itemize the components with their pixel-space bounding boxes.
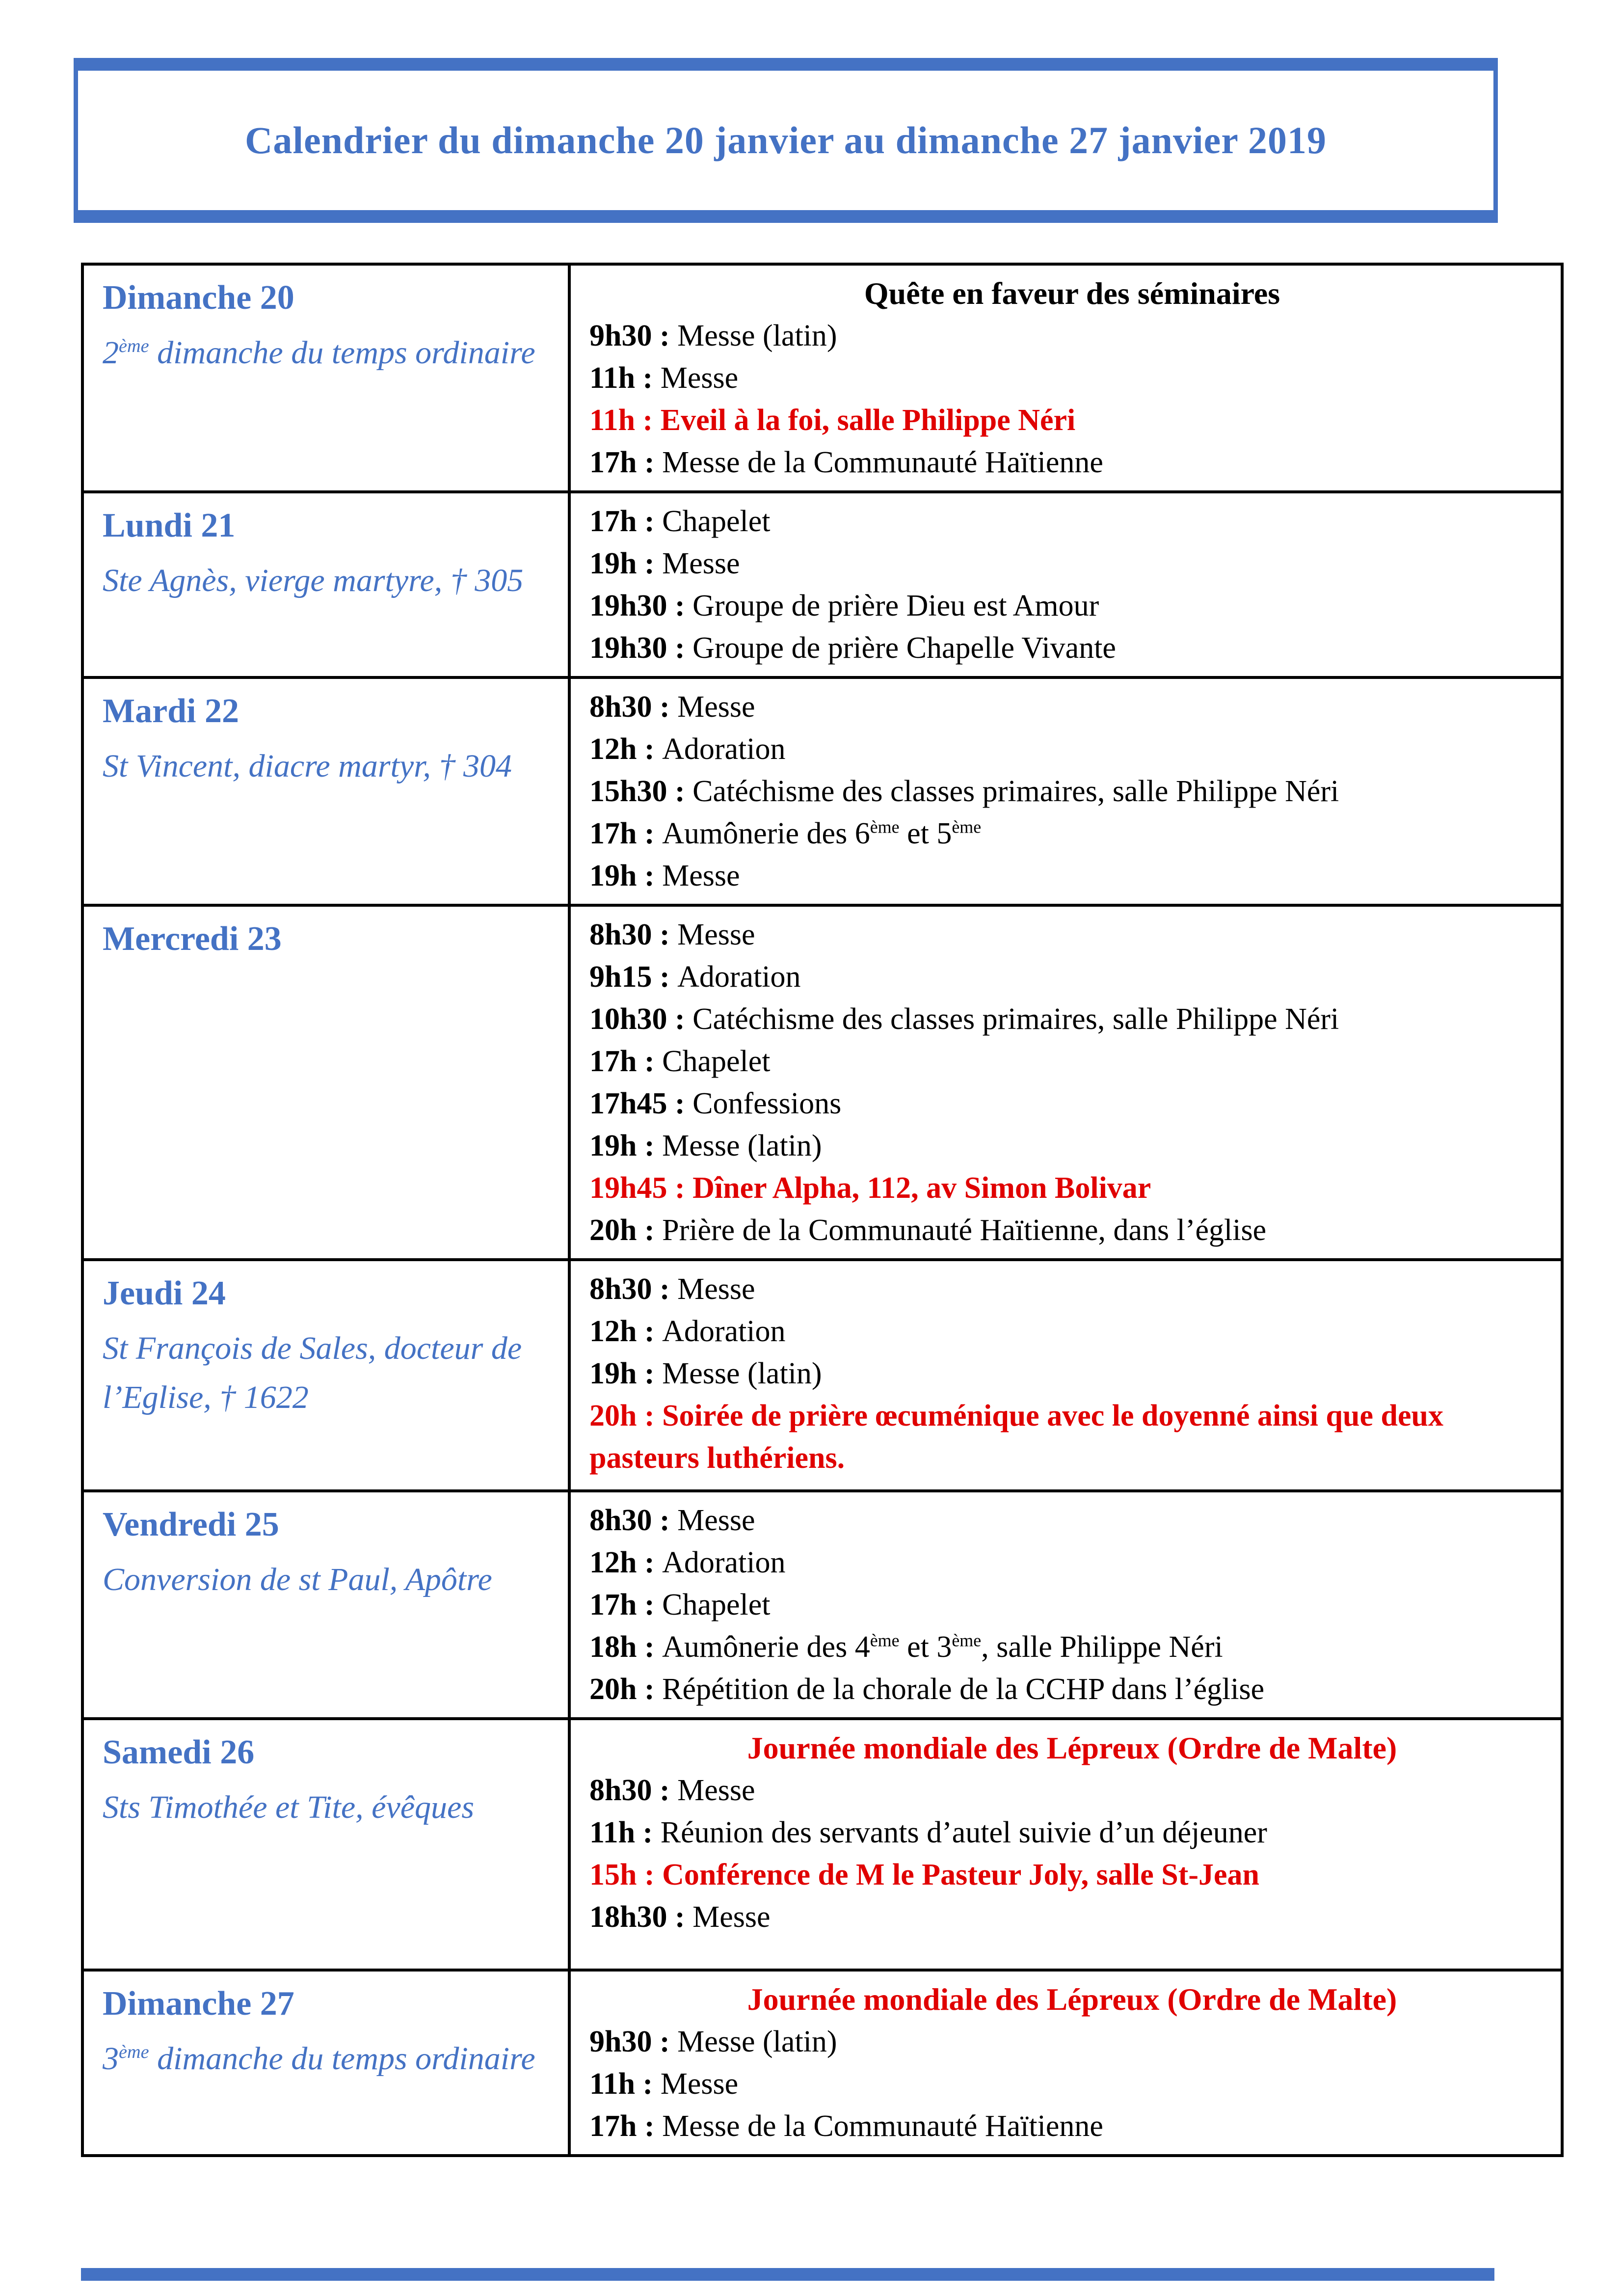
event-text: Messe [662, 859, 740, 892]
day-cell [82, 677, 569, 905]
event-text: Messe [677, 1504, 755, 1537]
event-text: Messe (latin) [662, 1129, 822, 1162]
event-text: Chapelet [662, 505, 771, 538]
event-line [589, 1082, 1555, 1125]
event-line [589, 1209, 1555, 1251]
events-cell [569, 905, 1562, 1260]
events-header: Quête en faveur des séminaires [864, 276, 1280, 311]
event-time: 17h45 : [589, 1087, 693, 1120]
event-time: 8h30 : [589, 1774, 678, 1807]
event-time: 17h : [589, 446, 663, 479]
day-title: Lundi 21 [103, 507, 236, 544]
event-text: Adoration [677, 960, 801, 994]
table-row [82, 677, 1562, 905]
event-line [589, 998, 1555, 1040]
event-time: 8h30 : [589, 918, 678, 951]
event-time: 19h : [589, 1129, 663, 1162]
event-text: Messe de la Communauté Haïtienne [662, 2109, 1103, 2143]
events-cell [569, 1719, 1562, 1970]
event-line [589, 1310, 1555, 1352]
event-time: 19h30 : [589, 631, 693, 665]
table-row [82, 264, 1562, 492]
event-text: Messe [677, 1774, 755, 1807]
events-header: Journée mondiale des Lépreux (Ordre de Malte) [747, 1730, 1397, 1765]
event-line [589, 357, 1555, 399]
event-time: 17h : [589, 505, 663, 538]
day-cell [82, 264, 569, 492]
events-cell [569, 492, 1562, 677]
day-cell [82, 1260, 569, 1491]
event-time: 20h : [589, 1673, 663, 1706]
event-time: 17h : [589, 1588, 663, 1621]
event-text: Aumônerie des 4ème et 3ème, salle Philippe Néri [662, 1630, 1223, 1664]
event-text: Dîner Alpha, 112, av Simon Bolivar [692, 1171, 1151, 1205]
table-row [82, 1970, 1562, 2156]
event-text: Adoration [662, 732, 786, 766]
event-time: 17h : [589, 2109, 663, 2143]
event-text: Messe [660, 2067, 739, 2101]
event-line [589, 728, 1555, 770]
event-line [589, 1125, 1555, 1167]
day-cell [82, 1719, 569, 1970]
event-line [589, 1626, 1555, 1668]
event-line [589, 956, 1555, 998]
table-row [82, 1260, 1562, 1491]
event-text: Répétition de la chorale de la CCHP dans l’église [662, 1673, 1265, 1706]
event-text: Messe [692, 1900, 771, 1934]
event-time: 15h : [589, 1858, 663, 1891]
event-text: Messe (latin) [662, 1357, 822, 1390]
events-cell [569, 677, 1562, 905]
day-title: Dimanche 20 [103, 279, 294, 317]
event-text: Messe [662, 547, 740, 580]
event-time: 19h : [589, 547, 663, 580]
day-title: Mercredi 23 [103, 920, 282, 958]
events-cell [569, 1260, 1562, 1491]
event-time: 18h30 : [589, 1900, 693, 1934]
table-row [82, 1719, 1562, 1970]
event-line [589, 1499, 1555, 1541]
event-time: 17h : [589, 817, 663, 850]
event-line [589, 2105, 1555, 2147]
calendar-table [81, 263, 1564, 2157]
event-line [589, 1167, 1555, 1209]
event-text: Messe [677, 1272, 755, 1306]
day-note: St François de Sales, docteur de l’Eglise, † 1622 [103, 1330, 522, 1415]
day-title: Samedi 26 [103, 1733, 255, 1771]
event-time: 12h : [589, 1546, 663, 1579]
event-text: Réunion des servants d’autel suivie d’un déjeuner [660, 1816, 1267, 1849]
title-box [74, 58, 1498, 223]
event-line [589, 1395, 1555, 1479]
event-text: Soirée de prière œcuménique avec le doyenné ainsi que deux pasteurs luthériens. [589, 1399, 1443, 1475]
day-title: Dimanche 27 [103, 1985, 294, 2023]
event-line [589, 686, 1555, 728]
event-time: 11h : [589, 361, 661, 395]
event-text: Catéchisme des classes primaires, salle Philippe Néri [692, 1002, 1339, 1036]
event-text: Adoration [662, 1546, 786, 1579]
event-time: 11h : [589, 2067, 661, 2101]
event-line [589, 2063, 1555, 2105]
event-line [589, 914, 1555, 956]
event-line [589, 315, 1555, 357]
event-time: 9h30 : [589, 319, 678, 352]
day-cell [82, 1970, 569, 2156]
event-line [589, 627, 1555, 669]
event-line [589, 585, 1555, 627]
event-text: Messe (latin) [677, 319, 837, 352]
events-cell [569, 1970, 1562, 2156]
event-line [589, 1040, 1555, 1082]
event-line [589, 855, 1555, 897]
table-row [82, 492, 1562, 677]
event-text: Aumônerie des 6ème et 5ème [662, 817, 982, 850]
day-title: Mardi 22 [103, 692, 239, 730]
event-time: 9h30 : [589, 2025, 678, 2058]
event-line [589, 1268, 1555, 1310]
event-time: 15h30 : [589, 775, 693, 808]
event-text: Messe [660, 361, 739, 395]
event-time: 11h : [589, 1816, 661, 1849]
event-time: 20h : [589, 1399, 663, 1432]
event-line [589, 1352, 1555, 1395]
day-note: 3ème dimanche du temps ordinaire [103, 2041, 535, 2077]
event-line [589, 500, 1555, 542]
table-row [82, 905, 1562, 1260]
events-cell [569, 1491, 1562, 1719]
event-text: Confessions [692, 1087, 842, 1120]
event-line [589, 1854, 1555, 1896]
event-time: 19h45 : [589, 1171, 693, 1205]
event-time: 19h : [589, 1357, 663, 1390]
event-text: Adoration [662, 1315, 786, 1348]
event-line [589, 2021, 1555, 2063]
event-time: 19h30 : [589, 589, 693, 622]
event-line [589, 1896, 1555, 1938]
event-text: Groupe de prière Dieu est Amour [692, 589, 1099, 622]
day-note: Sts Timothée et Tite, évêques [103, 1789, 475, 1825]
event-time: 20h : [589, 1214, 663, 1247]
event-time: 8h30 : [589, 1272, 678, 1306]
event-time: 12h : [589, 732, 663, 766]
event-text: Groupe de prière Chapelle Vivante [692, 631, 1116, 665]
event-line [589, 1668, 1555, 1710]
event-time: 8h30 : [589, 1504, 678, 1537]
event-line [589, 542, 1555, 585]
day-note: Conversion de st Paul, Apôtre [103, 1562, 492, 1597]
event-text: Catéchisme des classes primaires, salle Philippe Néri [692, 775, 1339, 808]
page-footer-rule [81, 2268, 1494, 2281]
day-title: Jeudi 24 [103, 1274, 226, 1312]
event-line [589, 812, 1555, 855]
day-note: 2ème dimanche du temps ordinaire [103, 335, 535, 371]
event-text: Messe [677, 690, 755, 724]
event-line [589, 441, 1555, 484]
day-note: St Vincent, diacre martyr, † 304 [103, 748, 512, 784]
event-text: Messe de la Communauté Haïtienne [662, 446, 1103, 479]
event-time: 8h30 : [589, 690, 678, 724]
event-line [589, 1584, 1555, 1626]
event-time: 11h : [589, 404, 661, 437]
day-cell [82, 492, 569, 677]
event-text: Chapelet [662, 1588, 771, 1621]
event-text: Prière de la Communauté Haïtienne, dans l’église [662, 1214, 1267, 1247]
event-line [589, 399, 1555, 441]
events-cell [569, 264, 1562, 492]
day-title: Vendredi 25 [103, 1506, 279, 1543]
event-text: Chapelet [662, 1045, 771, 1078]
table-row [82, 1491, 1562, 1719]
page-title: Calendrier du dimanche 20 janvier au dimanche 27 janvier 2019 [245, 119, 1327, 162]
event-line [589, 1811, 1555, 1854]
event-text: Conférence de M le Pasteur Joly, salle St-Jean [662, 1858, 1259, 1891]
events-header: Journée mondiale des Lépreux (Ordre de Malte) [747, 1982, 1397, 2017]
event-text: Messe [677, 918, 755, 951]
day-cell [82, 1491, 569, 1719]
event-text: Messe (latin) [677, 2025, 837, 2058]
event-time: 18h : [589, 1630, 663, 1664]
event-line [589, 1769, 1555, 1811]
event-time: 10h30 : [589, 1002, 693, 1036]
day-cell [82, 905, 569, 1260]
event-time: 9h15 : [589, 960, 678, 994]
day-note: Ste Agnès, vierge martyre, † 305 [103, 563, 524, 598]
event-text: Eveil à la foi, salle Philippe Néri [660, 404, 1076, 437]
event-time: 12h : [589, 1315, 663, 1348]
event-line [589, 1541, 1555, 1584]
event-time: 17h : [589, 1045, 663, 1078]
event-time: 19h : [589, 859, 663, 892]
event-line [589, 770, 1555, 812]
